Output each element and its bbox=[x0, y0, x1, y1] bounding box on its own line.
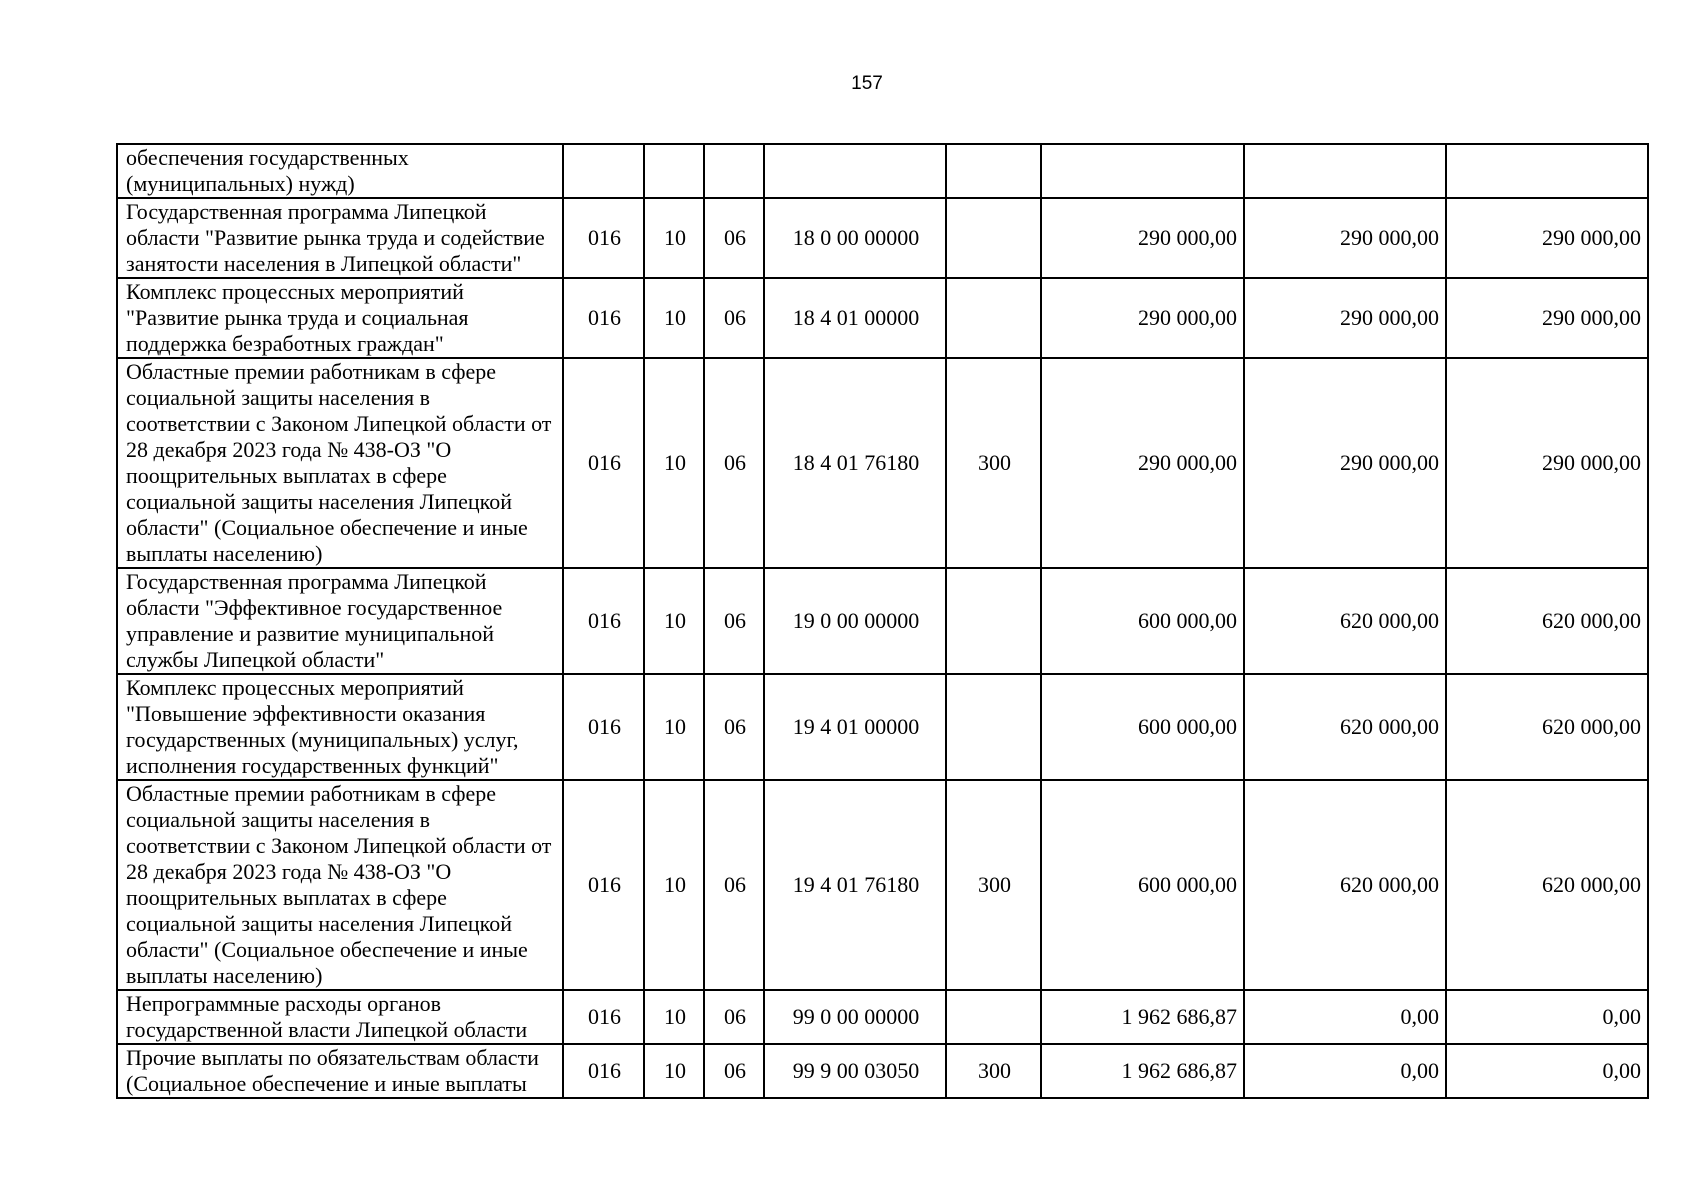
csr-cell: 19 4 01 76180 bbox=[764, 780, 946, 990]
rz-cell: 10 bbox=[644, 674, 704, 780]
pr-cell: 06 bbox=[704, 674, 764, 780]
sum-year-1-cell: 290 000,00 bbox=[1041, 278, 1244, 358]
ved-cell: 016 bbox=[563, 1044, 644, 1098]
sum-year-2-cell: 0,00 bbox=[1244, 1044, 1446, 1098]
sum-year-2-cell: 290 000,00 bbox=[1244, 278, 1446, 358]
rz-cell: 10 bbox=[644, 1044, 704, 1098]
row-name-cell: Прочие выплаты по обязательствам области (Социальное обеспечение и иные выплаты bbox=[117, 1044, 563, 1098]
sum-year-3-cell: 620 000,00 bbox=[1446, 780, 1648, 990]
row-name-cell: Государственная программа Липецкой области "Развитие рынка труда и содействие занятости населения в Липецкой области" bbox=[117, 198, 563, 278]
csr-cell: 18 4 01 00000 bbox=[764, 278, 946, 358]
sum-year-1-cell: 1 962 686,87 bbox=[1041, 1044, 1244, 1098]
pr-cell: 06 bbox=[704, 358, 764, 568]
table-row bbox=[117, 568, 1648, 674]
sum-year-3-cell: 290 000,00 bbox=[1446, 278, 1648, 358]
ved-cell bbox=[563, 144, 644, 198]
budget-table bbox=[116, 143, 1649, 1099]
ved-cell: 016 bbox=[563, 198, 644, 278]
csr-cell: 99 9 00 03050 bbox=[764, 1044, 946, 1098]
sum-year-3-cell: 620 000,00 bbox=[1446, 674, 1648, 780]
sum-year-3-cell: 620 000,00 bbox=[1446, 568, 1648, 674]
rz-cell: 10 bbox=[644, 358, 704, 568]
table-row bbox=[117, 144, 1648, 198]
table-row bbox=[117, 1044, 1648, 1098]
rz-cell: 10 bbox=[644, 278, 704, 358]
ved-cell: 016 bbox=[563, 674, 644, 780]
vr-cell bbox=[946, 568, 1041, 674]
pr-cell: 06 bbox=[704, 278, 764, 358]
rz-cell: 10 bbox=[644, 990, 704, 1044]
sum-year-2-cell: 620 000,00 bbox=[1244, 780, 1446, 990]
table-row bbox=[117, 674, 1648, 780]
ved-cell: 016 bbox=[563, 358, 644, 568]
row-name-cell: обеспечения государственных (муниципальных) нужд) bbox=[117, 144, 563, 198]
vr-cell bbox=[946, 144, 1041, 198]
csr-cell: 18 0 00 00000 bbox=[764, 198, 946, 278]
row-name-cell: Комплекс процессных мероприятий "Повышение эффективности оказания государственных (муниципальных) услуг, исполнения государственных функций" bbox=[117, 674, 563, 780]
row-name-cell: Областные премии работникам в сфере социальной защиты населения в соответствии с Законом Липецкой области от 28 декабря 2023 года № 438-ОЗ "О поощрительных выплатах в сфере социальной защиты населения Липецкой области" (Социальное обеспечение и иные выплаты населению) bbox=[117, 358, 563, 568]
sum-year-1-cell: 600 000,00 bbox=[1041, 780, 1244, 990]
table-row bbox=[117, 198, 1648, 278]
rz-cell: 10 bbox=[644, 198, 704, 278]
pr-cell: 06 bbox=[704, 1044, 764, 1098]
ved-cell: 016 bbox=[563, 278, 644, 358]
pr-cell: 06 bbox=[704, 568, 764, 674]
csr-cell: 99 0 00 00000 bbox=[764, 990, 946, 1044]
row-name-cell: Государственная программа Липецкой области "Эффективное государственное управление и развитие муниципальной службы Липецкой области" bbox=[117, 568, 563, 674]
sum-year-2-cell: 290 000,00 bbox=[1244, 358, 1446, 568]
sum-year-1-cell: 290 000,00 bbox=[1041, 358, 1244, 568]
sum-year-2-cell bbox=[1244, 144, 1446, 198]
vr-cell bbox=[946, 674, 1041, 780]
sum-year-3-cell: 290 000,00 bbox=[1446, 358, 1648, 568]
table-row bbox=[117, 278, 1648, 358]
sum-year-3-cell: 0,00 bbox=[1446, 990, 1648, 1044]
sum-year-1-cell: 290 000,00 bbox=[1041, 198, 1244, 278]
sum-year-3-cell bbox=[1446, 144, 1648, 198]
ved-cell: 016 bbox=[563, 568, 644, 674]
rz-cell bbox=[644, 144, 704, 198]
csr-cell bbox=[764, 144, 946, 198]
sum-year-2-cell: 620 000,00 bbox=[1244, 568, 1446, 674]
row-name-cell: Комплекс процессных мероприятий "Развитие рынка труда и социальная поддержка безработных граждан" bbox=[117, 278, 563, 358]
ved-cell: 016 bbox=[563, 990, 644, 1044]
csr-cell: 19 0 00 00000 bbox=[764, 568, 946, 674]
sum-year-3-cell: 0,00 bbox=[1446, 1044, 1648, 1098]
rz-cell: 10 bbox=[644, 568, 704, 674]
row-name-cell: Областные премии работникам в сфере социальной защиты населения в соответствии с Законом Липецкой области от 28 декабря 2023 года № 438-ОЗ "О поощрительных выплатах в сфере социальной защиты населения Липецкой области" (Социальное обеспечение и иные выплаты населению) bbox=[117, 780, 563, 990]
page-number: 157 bbox=[851, 73, 883, 94]
vr-cell: 300 bbox=[946, 1044, 1041, 1098]
table-row bbox=[117, 780, 1648, 990]
sum-year-2-cell: 0,00 bbox=[1244, 990, 1446, 1044]
vr-cell: 300 bbox=[946, 780, 1041, 990]
csr-cell: 19 4 01 00000 bbox=[764, 674, 946, 780]
pr-cell: 06 bbox=[704, 990, 764, 1044]
table-row bbox=[117, 990, 1648, 1044]
csr-cell: 18 4 01 76180 bbox=[764, 358, 946, 568]
sum-year-1-cell: 600 000,00 bbox=[1041, 674, 1244, 780]
ved-cell: 016 bbox=[563, 780, 644, 990]
sum-year-2-cell: 620 000,00 bbox=[1244, 674, 1446, 780]
vr-cell bbox=[946, 990, 1041, 1044]
pr-cell: 06 bbox=[704, 780, 764, 990]
vr-cell bbox=[946, 278, 1041, 358]
sum-year-2-cell: 290 000,00 bbox=[1244, 198, 1446, 278]
table-row bbox=[117, 358, 1648, 568]
sum-year-3-cell: 290 000,00 bbox=[1446, 198, 1648, 278]
vr-cell bbox=[946, 198, 1041, 278]
sum-year-1-cell: 600 000,00 bbox=[1041, 568, 1244, 674]
vr-cell: 300 bbox=[946, 358, 1041, 568]
sum-year-1-cell bbox=[1041, 144, 1244, 198]
sum-year-1-cell: 1 962 686,87 bbox=[1041, 990, 1244, 1044]
row-name-cell: Непрограммные расходы органов государственной власти Липецкой области bbox=[117, 990, 563, 1044]
rz-cell: 10 bbox=[644, 780, 704, 990]
pr-cell bbox=[704, 144, 764, 198]
pr-cell: 06 bbox=[704, 198, 764, 278]
